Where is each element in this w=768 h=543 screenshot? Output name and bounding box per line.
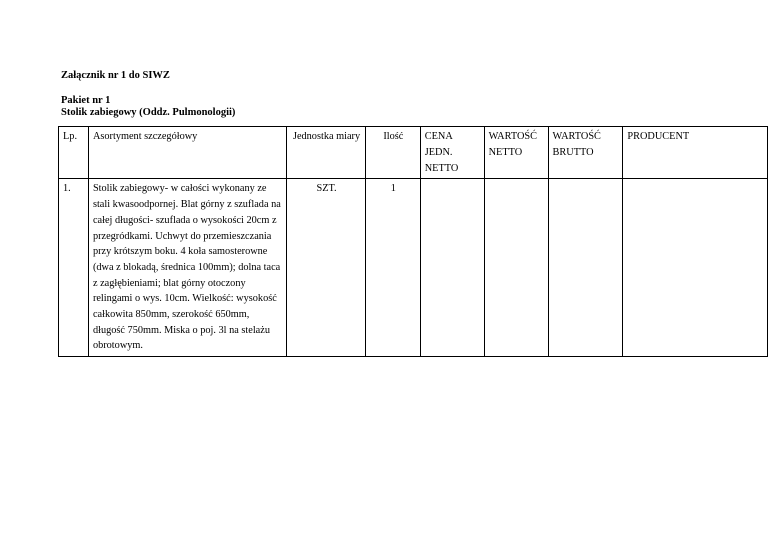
package-number: Pakiet nr 1 <box>61 95 111 106</box>
col-header-value-net: WARTOŚĆ NETTO <box>484 127 548 179</box>
table-row <box>59 179 768 357</box>
cell-qty: 1 <box>365 179 420 357</box>
col-header-value-gross: WARTOŚĆ BRUTTO <box>548 127 623 179</box>
col-header-lp: Lp. <box>59 127 89 179</box>
cell-unit-price <box>420 179 484 357</box>
cell-value-gross <box>548 179 623 357</box>
col-header-assortment: Asortyment szczegółowy <box>88 127 286 179</box>
cell-assortment: Stolik zabiegowy- w całości wykonany ze stali kwasoodpornej. Blat górny z szuflada na całej długości- szuflada o wysokości 20cm z przegródkami. Uchwyt do przemieszczania przy krótszym boku. 4 koła samosterowne (dwa z blokadą, średnica 100mm); dolna taca z zagłębieniami; blat górny otoczony relingami o wys. 10cm. Wielkość: wysokość całkowita 850mm, szerokość 650mm, długość 750mm. Miska o poj. 3l na stelażu obrotowym. <box>88 179 286 357</box>
col-header-unit-price: CENA JEDN. NETTO <box>420 127 484 179</box>
annex-title: Załącznik nr 1 do SIWZ <box>61 70 170 81</box>
col-header-producer: PRODUCENT <box>623 127 768 179</box>
pricing-table <box>58 126 768 357</box>
cell-lp: 1. <box>59 179 89 357</box>
cell-producer <box>623 179 768 357</box>
table-header-row <box>59 127 768 179</box>
package-subject: Stolik zabiegowy (Oddz. Pulmonologii) <box>61 107 236 118</box>
col-header-unit: Jednostka miary <box>287 127 366 179</box>
col-header-qty: Ilość <box>365 127 420 179</box>
cell-unit: SZT. <box>287 179 366 357</box>
cell-value-net <box>484 179 548 357</box>
